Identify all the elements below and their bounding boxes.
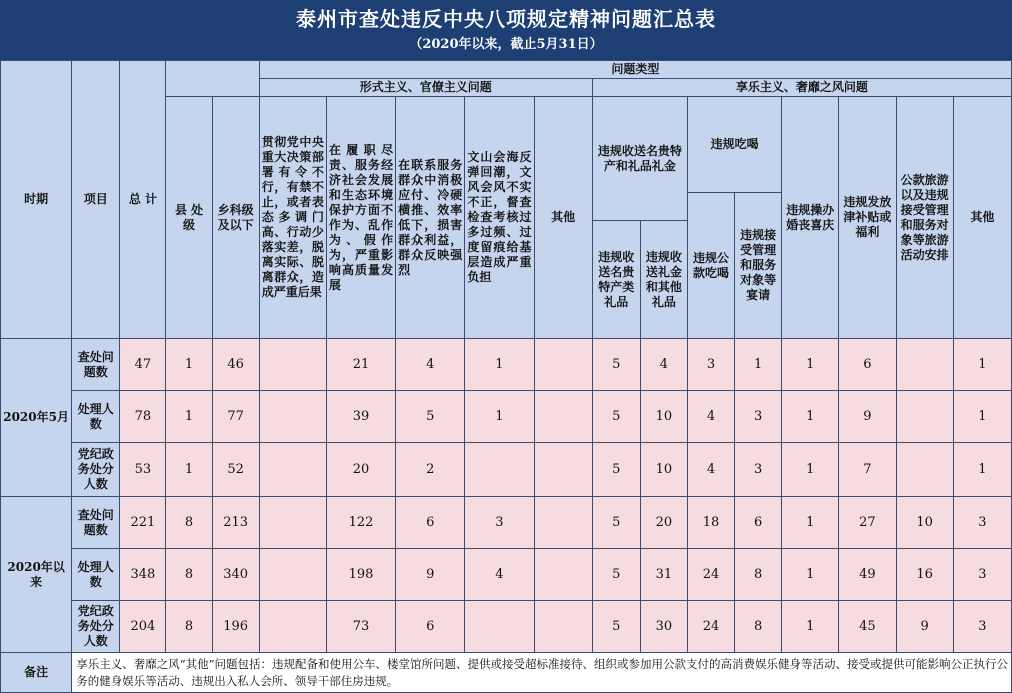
cell-f1 [259,443,326,497]
cell-county: 1 [166,443,212,497]
header-county-level: 县 处 级 [166,97,212,339]
cell-total: 348 [120,549,166,601]
cell-gift-a: 5 [592,549,640,601]
cell-gift-a: 5 [592,443,640,497]
cell-f-other [534,391,592,443]
period-label: 2020年以来 [1,497,72,653]
header-gift: 违规收送名贵特产和礼品礼金 [592,97,687,221]
cell-travel [896,443,953,497]
row-item-label: 党纪政务处分人数 [72,601,120,653]
cell-f4 [465,443,534,497]
cell-f-other [534,497,592,549]
cell-total: 53 [120,443,166,497]
row-item-label: 处理人数 [72,549,120,601]
header-allowance: 违规发放津补贴或福利 [839,97,896,339]
cell-gift-b: 10 [640,443,687,497]
cell-f3: 2 [396,443,465,497]
cell-total: 221 [120,497,166,549]
cell-f2: 21 [326,339,395,391]
cell-travel [896,391,953,443]
cell-gift-b: 10 [640,391,687,443]
cell-dining-a: 3 [687,339,734,391]
cell-h-other: 1 [953,339,1011,391]
cell-travel [896,339,953,391]
header-problem-type: 问题类型 [259,61,1011,79]
cell-h-other: 1 [953,443,1011,497]
cell-dining-a: 24 [687,549,734,601]
cell-total: 47 [120,339,166,391]
cell-travel: 16 [896,549,953,601]
cell-f1 [259,549,326,601]
cell-f1 [259,601,326,653]
table-row [1,391,1012,443]
document-subtitle: （2020年以来，截止5月31日） [409,37,603,52]
cell-f3: 6 [396,497,465,549]
cell-f4 [465,601,534,653]
cell-gift-b: 20 [640,497,687,549]
cell-f-other [534,549,592,601]
cell-f4: 1 [465,339,534,391]
header-f2: 在履职尽责、服务经济社会发展和生态环境保护方面不作为、乱作为、假作为，严重影响高质量发展 [326,97,395,339]
cell-township: 213 [212,497,259,549]
cell-allowance: 9 [839,391,896,443]
cell-gift-b: 4 [640,339,687,391]
cell-total: 204 [120,601,166,653]
header-level-blank [166,61,259,97]
cell-dining-b: 6 [735,497,782,549]
cell-wedding: 1 [782,497,839,549]
header-wedding: 违规操办婚丧喜庆 [782,97,839,339]
header-dining-public: 违规公款吃喝 [687,193,734,339]
cell-h-other: 3 [953,497,1011,549]
cell-travel: 9 [896,601,953,653]
cell-f4: 4 [465,549,534,601]
header-township-level: 乡科级及以下 [212,97,259,339]
cell-township: 52 [212,443,259,497]
header-hedonism-other: 其他 [953,97,1011,339]
cell-allowance: 7 [839,443,896,497]
row-item-label: 处理人数 [72,391,120,443]
document-title: 泰州市查处违反中央八项规定精神问题汇总表 [296,7,716,31]
cell-f3: 6 [396,601,465,653]
cell-township: 77 [212,391,259,443]
cell-f2: 20 [326,443,395,497]
cell-gift-a: 5 [592,391,640,443]
header-item: 项目 [72,61,120,339]
table-row [1,601,1012,653]
cell-f3: 5 [396,391,465,443]
table-row [1,497,1012,549]
cell-f2: 198 [326,549,395,601]
cell-f3: 9 [396,549,465,601]
cell-f-other [534,339,592,391]
header-total: 总 计 [120,61,166,339]
cell-allowance: 45 [839,601,896,653]
cell-total: 78 [120,391,166,443]
cell-f1 [259,497,326,549]
period-label: 2020年5月 [1,339,72,497]
cell-f2: 39 [326,391,395,443]
cell-allowance: 6 [839,339,896,391]
cell-township: 196 [212,601,259,653]
cell-f4: 3 [465,497,534,549]
cell-county: 1 [166,391,212,443]
cell-gift-a: 5 [592,497,640,549]
cell-township: 46 [212,339,259,391]
cell-h-other: 3 [953,601,1011,653]
header-gift-specialty: 违规收送名贵特产类礼品 [592,221,640,339]
header-gift-money: 违规收送礼金和其他礼品 [640,221,687,339]
cell-dining-a: 4 [687,391,734,443]
notes-row [1,653,1012,693]
header-formalism: 形式主义、官僚主义问题 [259,79,592,97]
header-f4: 文山会海反弹回潮，文风会风不实不正，督查检查考核过多过频、过度留痕给基层造成严重负担 [465,97,534,339]
table-row [1,549,1012,601]
cell-county: 8 [166,601,212,653]
row-item-label: 党纪政务处分人数 [72,443,120,497]
cell-allowance: 27 [839,497,896,549]
summary-table [0,60,1012,693]
cell-wedding: 1 [782,549,839,601]
cell-f3: 4 [396,339,465,391]
notes-label: 备注 [1,653,72,693]
cell-f2: 73 [326,601,395,653]
cell-allowance: 49 [839,549,896,601]
cell-gift-b: 31 [640,549,687,601]
cell-f1 [259,391,326,443]
table-row [1,443,1012,497]
cell-dining-b: 1 [735,339,782,391]
cell-dining-b: 8 [735,549,782,601]
cell-wedding: 1 [782,339,839,391]
cell-wedding: 1 [782,391,839,443]
cell-h-other: 3 [953,549,1011,601]
header-f3: 在联系服务群众中消极应付、冷硬横推、效率低下，损害群众利益，群众反映强烈 [396,97,465,339]
cell-wedding: 1 [782,443,839,497]
cell-county: 8 [166,497,212,549]
header-hedonism: 享乐主义、奢靡之风问题 [592,79,1011,97]
cell-gift-a: 5 [592,601,640,653]
header-dining-banquet: 违规接受管理和服务对象等宴请 [735,193,782,339]
header-dining: 违规吃喝 [687,97,781,193]
cell-gift-a: 5 [592,339,640,391]
cell-gift-b: 30 [640,601,687,653]
notes-text: 享乐主义、奢靡之风“其他”问题包括：违规配备和使用公车、楼堂馆所问题、提供或接受超标准接待、组织或参加用公款支付的高消费娱乐健身等活动、接受或提供可能影响公正执行公务的健身娱乐等活动、违规出入私人会所、领导干部住房违规。 [72,653,1012,693]
cell-h-other: 1 [953,391,1011,443]
cell-dining-a: 4 [687,443,734,497]
cell-dining-a: 18 [687,497,734,549]
header-formalism-other: 其他 [534,97,592,339]
cell-dining-b: 3 [735,391,782,443]
cell-f1 [259,339,326,391]
row-item-label: 查处问题数 [72,339,120,391]
cell-f4: 1 [465,391,534,443]
header-travel: 公款旅游以及违规接受管理和服务对象等旅游活动安排 [896,97,953,339]
cell-township: 340 [212,549,259,601]
cell-dining-b: 3 [735,443,782,497]
table-row [1,339,1012,391]
cell-county: 1 [166,339,212,391]
header-f1: 贯彻党中央重大决策部署有令不行，有禁不止，或者表态多调门高、行动少落实差，脱离实际、脱离群众，造成严重后果 [259,97,326,339]
cell-f-other [534,443,592,497]
cell-f2: 122 [326,497,395,549]
title-banner [0,0,1012,60]
cell-travel: 10 [896,497,953,549]
cell-f-other [534,601,592,653]
header-period: 时期 [1,61,72,339]
cell-wedding: 1 [782,601,839,653]
cell-county: 8 [166,549,212,601]
cell-dining-a: 24 [687,601,734,653]
row-item-label: 查处问题数 [72,497,120,549]
cell-dining-b: 8 [735,601,782,653]
